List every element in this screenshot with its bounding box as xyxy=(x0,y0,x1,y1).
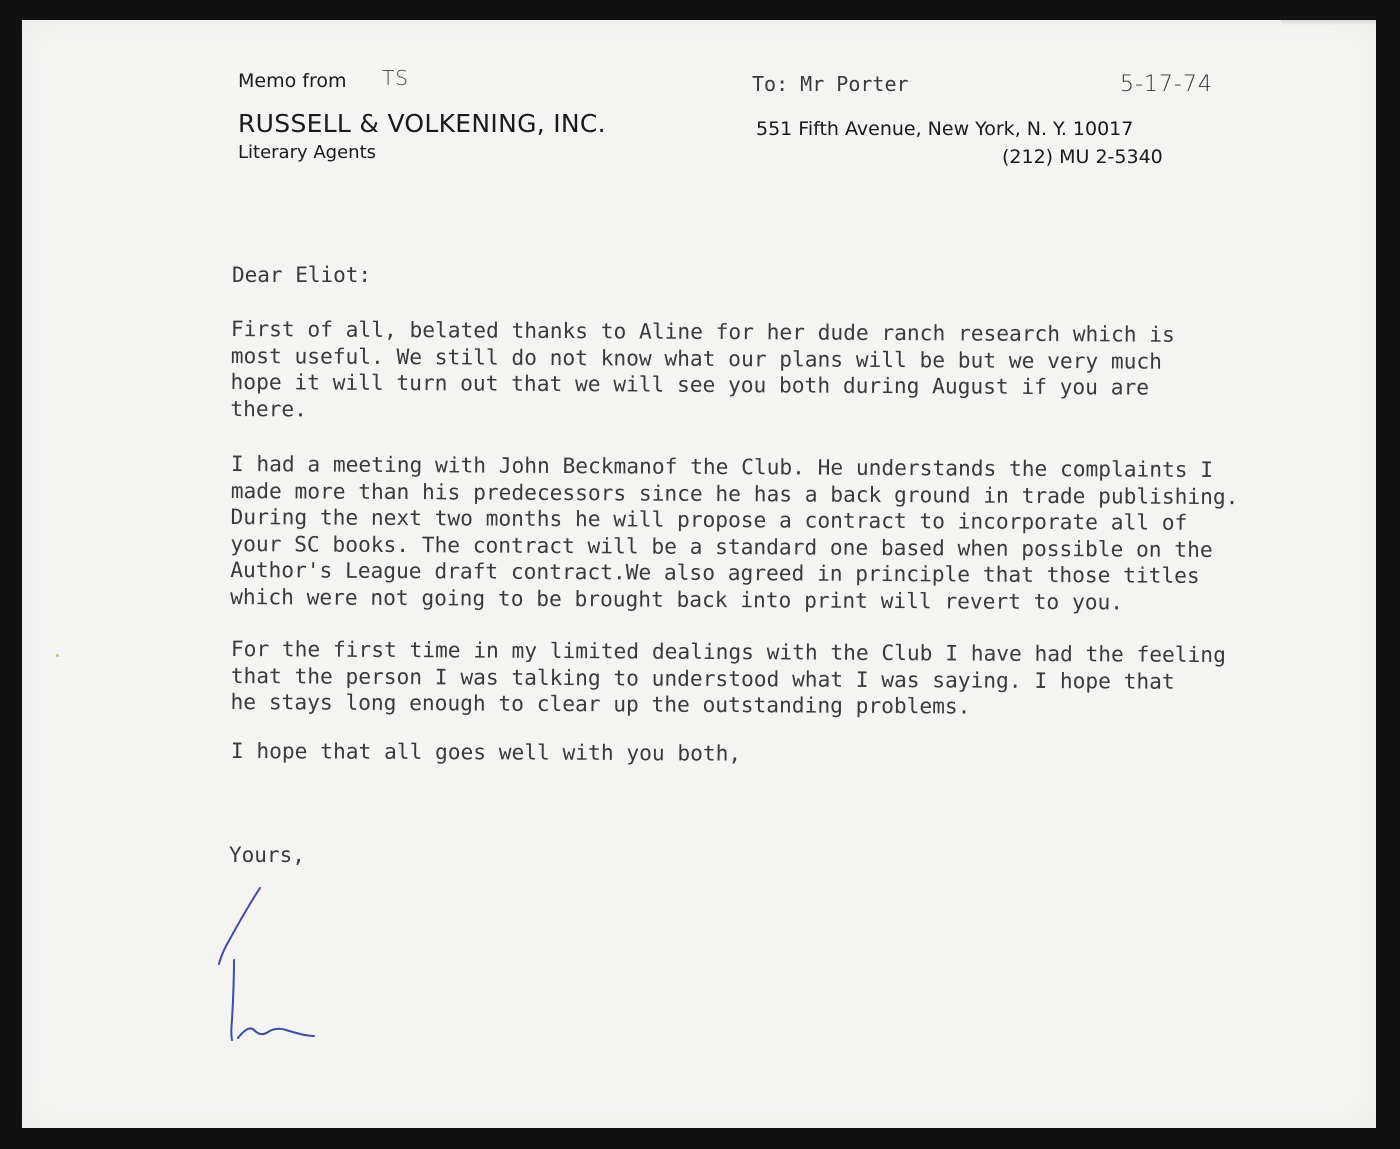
paragraph-line: that the person I was talking to understood what I was saying. I hope that xyxy=(230,662,1175,694)
firm-subtitle: Literary Agents xyxy=(238,142,377,163)
memo-from-label: Memo from xyxy=(238,70,347,92)
paragraph-4 xyxy=(231,738,741,767)
paragraph-line: made more than his predecessors since he has a back ground in trade publishing. xyxy=(230,477,1239,509)
paragraph-line: hope it will turn out that we will see you both during August if you are xyxy=(230,368,1150,400)
paragraph-1 xyxy=(230,316,1175,428)
paragraph-line: I had a meeting with John Beckmanof the Club. He understands the complaints I xyxy=(230,451,1214,482)
paragraph-2 xyxy=(230,451,1239,616)
paragraph-line: your SC books. The contract will be a standard one based when possible on the xyxy=(230,530,1213,562)
firm-phone: (212) MU 2-5340 xyxy=(1002,146,1163,168)
memo-sheet xyxy=(22,20,1376,1128)
paper-speck xyxy=(56,654,59,657)
handwritten-signature xyxy=(200,880,340,1050)
firm-name: RUSSELL & VOLKENING, INC. xyxy=(238,109,606,138)
firm-address: 551 Fifth Avenue, New York, N. Y. 10017 xyxy=(756,118,1134,140)
memo-date: 5-17-74 xyxy=(1120,72,1213,97)
salutation: Dear Eliot: xyxy=(232,263,372,287)
paragraph-line: Author's League draft contract.We also agreed in principle that those titles xyxy=(230,556,1200,588)
closing: Yours, xyxy=(229,843,305,867)
paragraph-line: For the first time in my limited dealings with the Club I have had the feeling xyxy=(230,636,1226,668)
paragraph-line: he stays long enough to clear up the outstanding problems. xyxy=(230,688,971,719)
paragraph-line: I hope that all goes well with you both, xyxy=(230,738,742,766)
paragraph-line: During the next two months he will propose a contract to incorporate all of xyxy=(230,503,1188,535)
paragraph-3 xyxy=(231,636,1226,722)
recipient-line: To: Mr Porter xyxy=(752,72,909,96)
paragraph-line: there. xyxy=(230,395,308,421)
paragraph-line: First of all, belated thanks to Aline for her dude ranch research which is xyxy=(230,316,1175,347)
memo-from-initials: TS xyxy=(382,66,409,90)
paragraph-line: most useful. We still do not know what our plans will be but we very much xyxy=(230,342,1163,374)
paragraph-line: which were not going to be brought back into print will revert to you. xyxy=(230,583,1124,614)
